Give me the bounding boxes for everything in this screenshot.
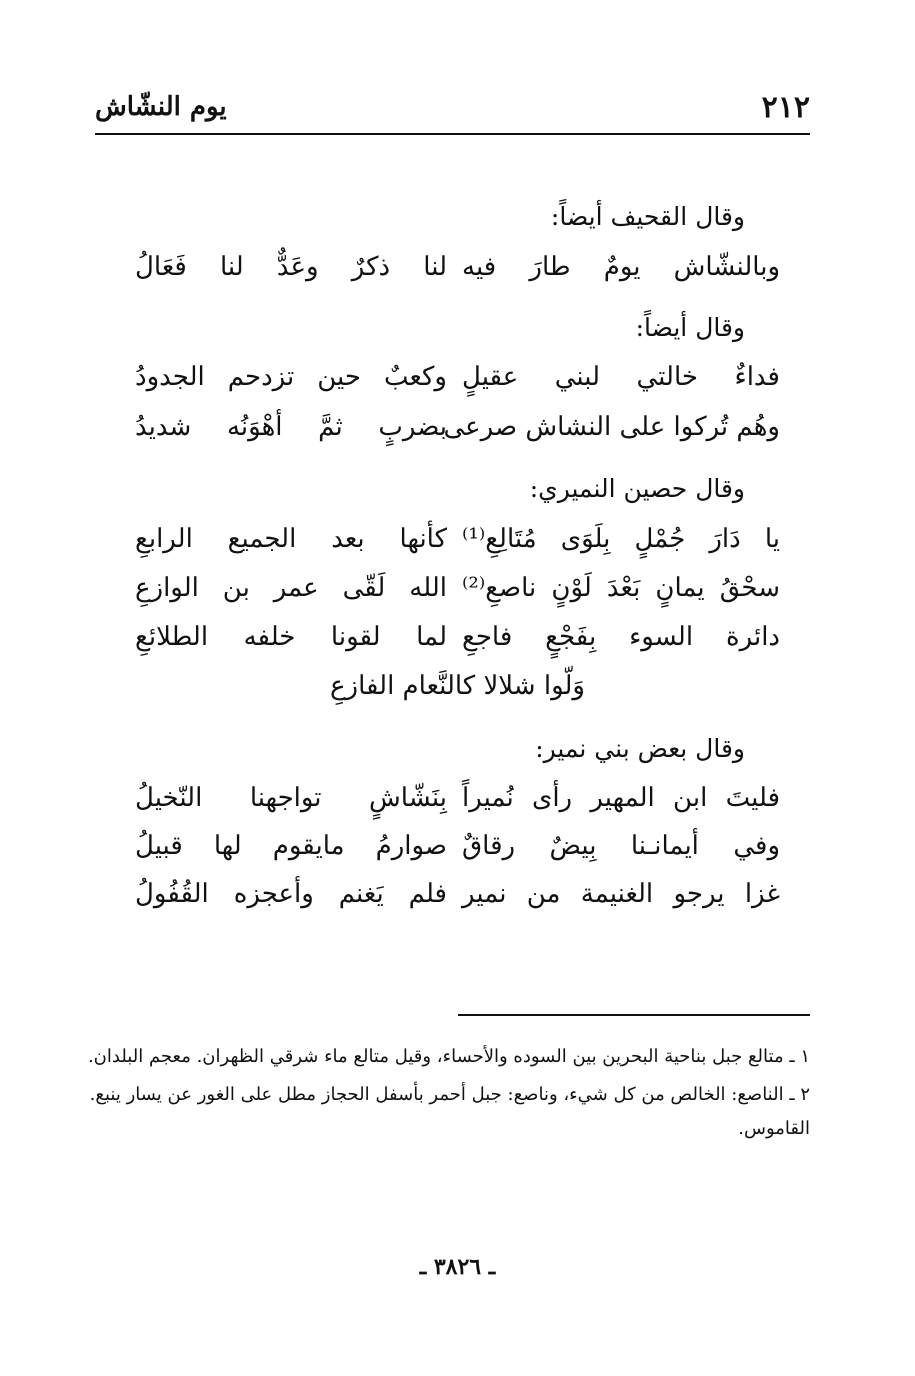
verse-second-hemistich: بضربٍ ثمَّ أهْوَنُه شديدُ [135, 412, 447, 442]
verse-second-hemistich: صوارمُ مايقوم لها قبيلُ [135, 831, 447, 861]
verse-first-hemistich: فداءٌ خالتي لبني عقيلٍ [462, 362, 780, 392]
verse-line [135, 573, 780, 617]
verse-line [135, 622, 780, 666]
chapter-title: يوم النشّاش [95, 92, 227, 122]
poem-intro: وقال بعض بني نمير: [535, 734, 745, 763]
page-footer-number: ـ ٣٨٢٦ ـ [419, 1254, 496, 1280]
verse-second-hemistich: فلم يَغنم وأعجزه القُفُولُ [135, 879, 447, 909]
verse-first-hemistich: سحْقُ يمانٍ بَعْدَ لَوْنٍ ناصعِ⁽²⁾ [462, 573, 780, 603]
verse-first-hemistich: غزا يرجو الغنيمة من نمير [462, 879, 780, 909]
verse-line [135, 252, 780, 296]
verse-first-hemistich: وهُم تُركوا على النشاش صرعى [443, 412, 780, 442]
running-header [95, 88, 810, 132]
verse-first-hemistich: دائرة السوء بِفَجْعٍ فاجعِ [462, 622, 780, 652]
verse-first-hemistich: وفي أيمانـنا بِيضٌ رقاقٌ [462, 831, 780, 861]
verse-line [135, 524, 780, 568]
footnotes [85, 1040, 810, 1150]
verse-second-hemistich: لما لقونا خلفه الطلائعِ [135, 622, 447, 652]
verse-line [135, 362, 780, 406]
page-number: ٢١٢ [761, 90, 810, 125]
footnote-2: ٢ ـ الناصع: الخالص من كل شيء، وناصع: جبل أحمر بأسفل الحجاز مطل على الغور عن يسار ينبع. القاموس. [89, 1084, 810, 1139]
verse-line [135, 879, 780, 923]
footnote-rule [458, 1014, 810, 1016]
poem-intro: وقال أيضاً: [635, 313, 745, 342]
verse-line [135, 412, 780, 456]
verse-line [135, 783, 780, 827]
poem-intro: وقال القحيف أيضاً: [550, 202, 745, 231]
verse-second-hemistich: الله لَقّى عمر بن الوازعِ [135, 573, 447, 603]
verse-second-hemistich: وكعبٌ حين تزدحم الجدودُ [135, 362, 447, 392]
verse-second-hemistich: كأنها بعد الجميع الرابعِ [135, 524, 447, 554]
verse-first-hemistich: يا دَارَ جُمْلٍ بِلَوَى مُتَالِعِ⁽¹⁾ [462, 524, 780, 554]
verse-first-hemistich: وبالنشّاش يومٌ طارَ فيه [462, 252, 780, 282]
verse-second-hemistich: بِنَشّاشٍ تواجهنا النّخيلُ [135, 783, 447, 813]
verse-single-line: وَلّوا شلالا كالنَّعام الفازعِ [330, 671, 585, 701]
verse-first-hemistich: فليتَ ابن المهير رأى نُميراً [462, 783, 780, 813]
poem-intro: وقال حصين النميري: [529, 474, 745, 503]
header-rule [95, 133, 810, 135]
footnote-1: ١ ـ متالع جبل بناحية البحرين بين السوده والأحساء، وقيل متالع ماء شرقي الظهران. معجم البلدان. [87, 1046, 810, 1067]
verse-second-hemistich: لنا ذكرٌ وعَدٌّ لنا فَعَالُ [135, 252, 447, 282]
verse-line [135, 831, 780, 875]
